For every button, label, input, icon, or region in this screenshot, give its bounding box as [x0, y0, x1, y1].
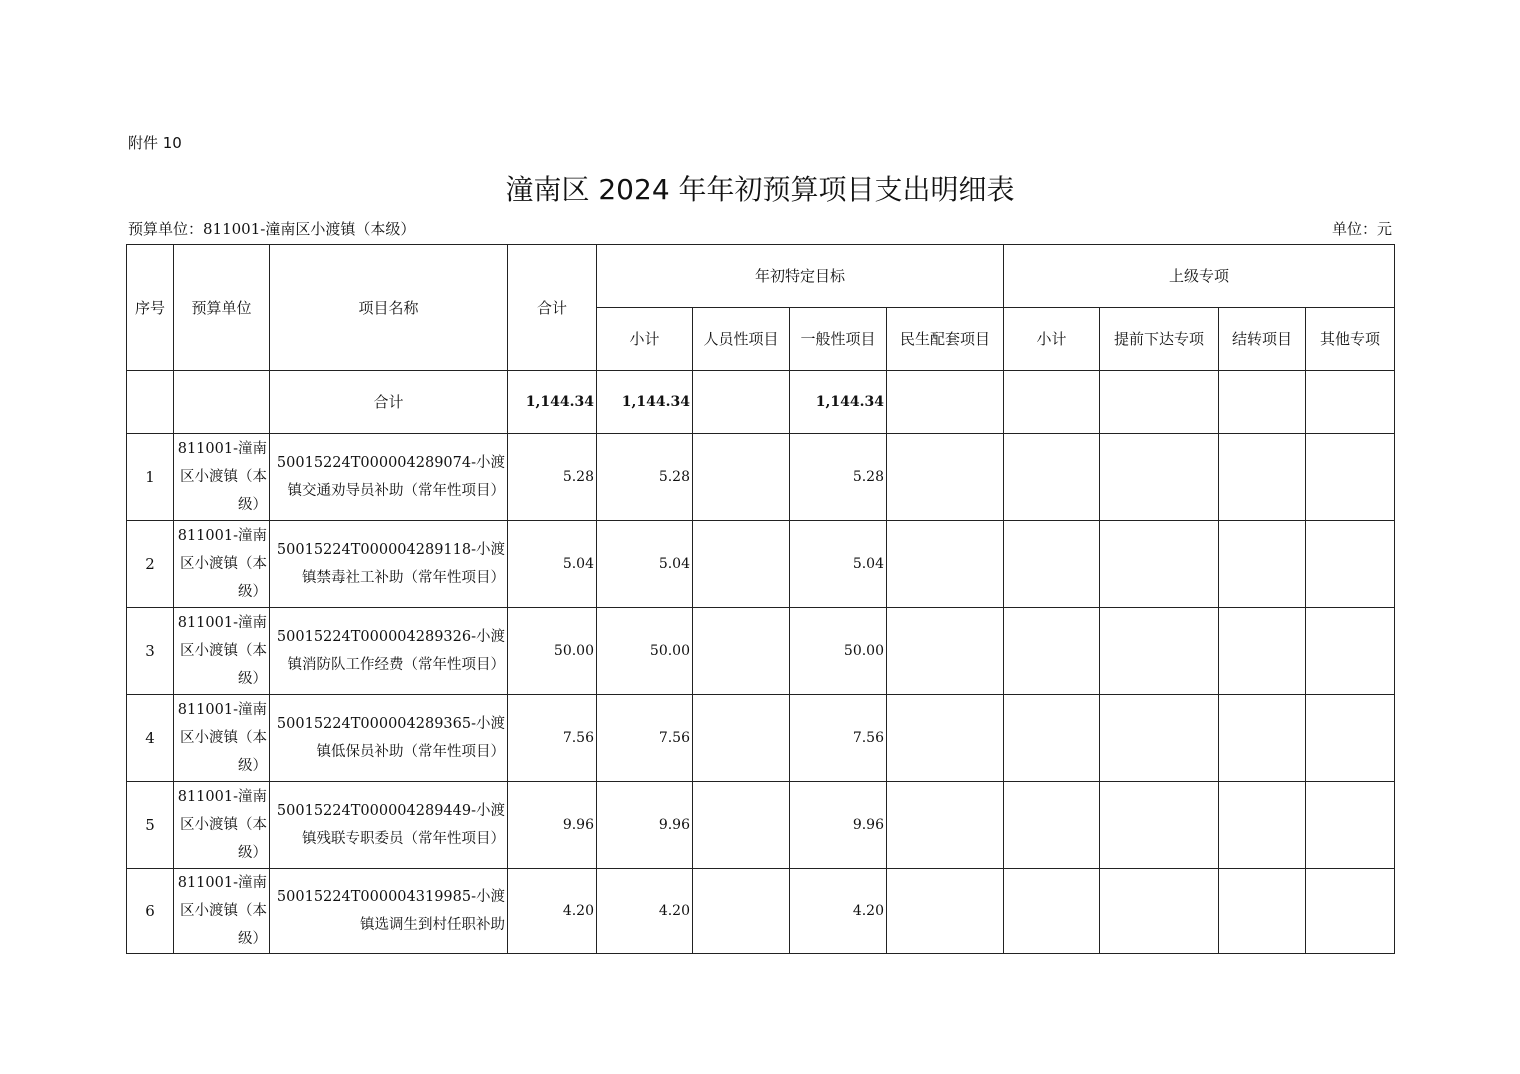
- header-advance: 提前下达专项: [1100, 308, 1219, 371]
- row-advance: [1100, 782, 1219, 869]
- row-general: 9.96: [790, 782, 887, 869]
- row-livelihood: [887, 608, 1004, 695]
- row-personnel: [693, 695, 790, 782]
- total-general: 1,144.34: [790, 371, 887, 434]
- total-label: 合计: [270, 371, 508, 434]
- row-subtotal: 5.28: [597, 434, 693, 521]
- row-total: 50.00: [508, 608, 597, 695]
- row-total: 5.04: [508, 521, 597, 608]
- row-subtotal: 4.20: [597, 869, 693, 954]
- row-project: 50015224T000004289449-小渡镇残联专职委员（常年性项目）: [270, 782, 508, 869]
- row-subtotal: 50.00: [597, 608, 693, 695]
- row-subtotal: 9.96: [597, 782, 693, 869]
- row-advance: [1100, 521, 1219, 608]
- header-project: 项目名称: [270, 245, 508, 371]
- row-personnel: [693, 434, 790, 521]
- header-sup-subtotal: 小计: [1004, 308, 1100, 371]
- row-livelihood: [887, 869, 1004, 954]
- row-total: 4.20: [508, 869, 597, 954]
- row-project: 50015224T000004319985-小渡镇选调生到村任职补助: [270, 869, 508, 954]
- header-personnel: 人员性项目: [693, 308, 790, 371]
- row-carryover: [1219, 869, 1306, 954]
- row-seq: 5: [127, 782, 174, 869]
- row-carryover: [1219, 782, 1306, 869]
- attachment-label: 附件 10: [128, 134, 182, 152]
- table-row: [127, 695, 1395, 782]
- total-total: 1,144.34: [508, 371, 597, 434]
- header-seq: 序号: [127, 245, 174, 371]
- row-personnel: [693, 782, 790, 869]
- table-row: [127, 782, 1395, 869]
- row-subtotal: 7.56: [597, 695, 693, 782]
- header-carryover: 结转项目: [1219, 308, 1306, 371]
- total-row: [127, 371, 1395, 434]
- row-seq: 1: [127, 434, 174, 521]
- row-total: 5.28: [508, 434, 597, 521]
- row-personnel: [693, 608, 790, 695]
- header-unit: 预算单位: [174, 245, 270, 371]
- row-carryover: [1219, 521, 1306, 608]
- row-livelihood: [887, 695, 1004, 782]
- total-livelihood: [887, 371, 1004, 434]
- row-personnel: [693, 521, 790, 608]
- row-seq: 4: [127, 695, 174, 782]
- row-general: 5.04: [790, 521, 887, 608]
- row-unit: 811001-潼南区小渡镇（本级）: [174, 521, 270, 608]
- table-row: [127, 608, 1395, 695]
- row-subtotal: 5.04: [597, 521, 693, 608]
- row-sup-subtotal: [1004, 608, 1100, 695]
- row-other: [1306, 695, 1395, 782]
- header-group-annual: 年初特定目标: [597, 245, 1004, 308]
- row-unit: 811001-潼南区小渡镇（本级）: [174, 695, 270, 782]
- total-carryover: [1219, 371, 1306, 434]
- total-unit-cell: [174, 371, 270, 434]
- budget-unit-line: 预算单位：811001-潼南区小渡镇（本级）: [128, 220, 416, 238]
- row-general: 4.20: [790, 869, 887, 954]
- row-general: 5.28: [790, 434, 887, 521]
- row-total: 7.56: [508, 695, 597, 782]
- total-personnel: [693, 371, 790, 434]
- page-title: 潼南区 2024 年年初预算项目支出明细表: [505, 173, 1015, 206]
- row-unit: 811001-潼南区小渡镇（本级）: [174, 608, 270, 695]
- header-livelihood: 民生配套项目: [887, 308, 1004, 371]
- row-seq: 2: [127, 521, 174, 608]
- row-project: 50015224T000004289365-小渡镇低保员补助（常年性项目）: [270, 695, 508, 782]
- row-sup-subtotal: [1004, 695, 1100, 782]
- row-project: 50015224T000004289074-小渡镇交通劝导员补助（常年性项目）: [270, 434, 508, 521]
- row-advance: [1100, 695, 1219, 782]
- total-sup-subtotal: [1004, 371, 1100, 434]
- total-seq-cell: [127, 371, 174, 434]
- row-personnel: [693, 869, 790, 954]
- row-livelihood: [887, 521, 1004, 608]
- row-project: 50015224T000004289326-小渡镇消防队工作经费（常年性项目）: [270, 608, 508, 695]
- row-livelihood: [887, 434, 1004, 521]
- row-unit: 811001-潼南区小渡镇（本级）: [174, 869, 270, 954]
- row-livelihood: [887, 782, 1004, 869]
- header-subtotal: 小计: [597, 308, 693, 371]
- row-unit: 811001-潼南区小渡镇（本级）: [174, 782, 270, 869]
- row-seq: 6: [127, 869, 174, 954]
- row-advance: [1100, 608, 1219, 695]
- currency-unit: 单位：元: [1331, 220, 1392, 238]
- row-sup-subtotal: [1004, 782, 1100, 869]
- row-seq: 3: [127, 608, 174, 695]
- row-general: 7.56: [790, 695, 887, 782]
- row-total: 9.96: [508, 782, 597, 869]
- row-other: [1306, 434, 1395, 521]
- table-row: [127, 521, 1395, 608]
- row-sup-subtotal: [1004, 521, 1100, 608]
- header-row-1: [127, 245, 1395, 308]
- row-unit: 811001-潼南区小渡镇（本级）: [174, 434, 270, 521]
- row-general: 50.00: [790, 608, 887, 695]
- table-row: [127, 434, 1395, 521]
- budget-table: [126, 244, 1395, 954]
- row-project: 50015224T000004289118-小渡镇禁毒社工补助（常年性项目）: [270, 521, 508, 608]
- row-other: [1306, 782, 1395, 869]
- row-advance: [1100, 869, 1219, 954]
- table-row: [127, 869, 1395, 954]
- row-other: [1306, 869, 1395, 954]
- row-carryover: [1219, 608, 1306, 695]
- total-advance: [1100, 371, 1219, 434]
- row-sup-subtotal: [1004, 869, 1100, 954]
- total-subtotal: 1,144.34: [597, 371, 693, 434]
- row-carryover: [1219, 434, 1306, 521]
- row-carryover: [1219, 695, 1306, 782]
- row-advance: [1100, 434, 1219, 521]
- row-other: [1306, 521, 1395, 608]
- row-sup-subtotal: [1004, 434, 1100, 521]
- header-total: 合计: [508, 245, 597, 371]
- header-general: 一般性项目: [790, 308, 887, 371]
- header-other: 其他专项: [1306, 308, 1395, 371]
- header-group-superior: 上级专项: [1004, 245, 1395, 308]
- total-other: [1306, 371, 1395, 434]
- row-other: [1306, 608, 1395, 695]
